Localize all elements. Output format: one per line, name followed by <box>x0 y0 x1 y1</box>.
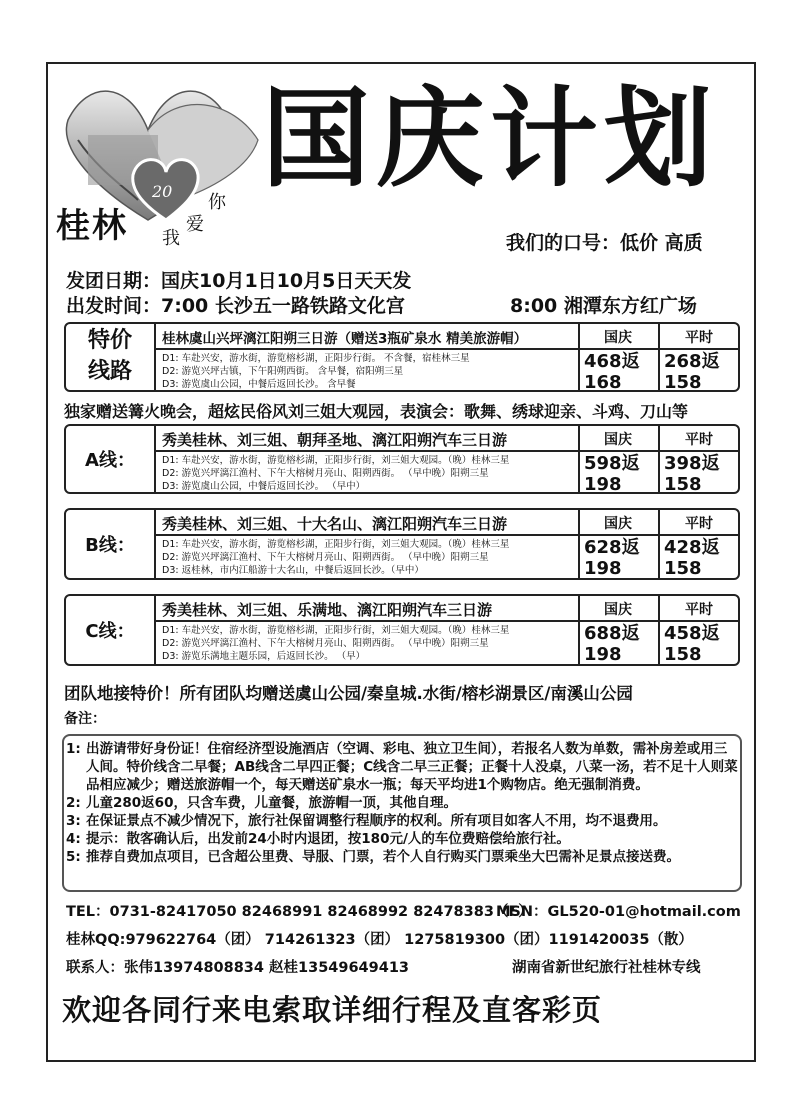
col-normal: 平时 <box>685 330 713 346</box>
note-number: 1: <box>66 741 81 757</box>
national-price <box>584 537 640 579</box>
route-c-box <box>64 594 740 666</box>
normal-rebate-value: 158 <box>664 644 702 665</box>
route-c-label: C线： <box>66 596 156 664</box>
normal-price <box>664 537 720 579</box>
itinerary-day: D3: 游览虞山公园，中餐后返回长沙。 含早餐 <box>162 379 356 390</box>
national-price-value: 468返 <box>584 351 640 372</box>
normal-rebate-value: 158 <box>664 372 702 393</box>
col-normal: 平时 <box>685 516 713 532</box>
note-number: 3: <box>66 813 81 829</box>
special-label-line2: 线路 <box>87 359 132 384</box>
special-route-label <box>66 324 156 390</box>
itinerary-day: D3: 游览虞山公园，中餐后返回长沙。 （早中） <box>162 481 366 492</box>
normal-rebate-value: 158 <box>664 558 702 579</box>
special-label-line1: 特价 <box>87 328 132 354</box>
normal-price <box>664 623 720 665</box>
note-text: 出游请带好身份证！住宿经济型设施酒店（空调、彩电、独立卫生间），若报名人数为单数，需补房差或用三人间。特价线含二早餐；AB线含二早四正餐；C线含二早三正餐；正餐十人没桌，八菜一汤，若不足十人则菜品相应减少；赠送旅游帽一个，每天赠送矿泉水一瓶；每天平均进1个购物店。绝无强制消费。 <box>86 741 738 793</box>
contact-tel: TEL：0731-82417050 82468991 82468992 82478383（F） <box>66 904 533 920</box>
normal-price-value: 268返 <box>664 351 720 372</box>
route-c-itinerary <box>162 624 509 663</box>
itinerary-day: D1: 车赴兴安，游水街，游览榕杉湖，正阳步行街，刘三姐大观园。（晚）桂林三星 <box>162 539 510 550</box>
contact-qq: 桂林QQ:979622764（团） 714261323（团） 1275819300（团）1191420035（散） <box>66 932 693 948</box>
route-b-label: B线： <box>66 510 156 578</box>
normal-price-value: 398返 <box>664 453 720 474</box>
note-item <box>66 794 738 812</box>
logo-heart-mark: 20 <box>152 182 173 201</box>
national-rebate-value: 198 <box>584 644 622 665</box>
notes-list <box>66 740 738 866</box>
note-item <box>66 812 738 830</box>
note-number: 2: <box>66 795 81 811</box>
slogan: 我们的口号：低价 高质 <box>506 232 703 254</box>
contact-msn: MSN：GL520-01@hotmail.com <box>496 904 741 920</box>
special-route-box <box>64 322 740 392</box>
route-c-title: 秀美桂林、刘三姐、乐满地、漓江阳朔汽车三日游 <box>162 601 493 619</box>
route-a-box <box>64 424 740 494</box>
logo-word-you: 你 <box>208 192 226 213</box>
national-price <box>584 453 640 495</box>
note-number: 5: <box>66 849 81 865</box>
col-normal: 平时 <box>685 432 713 448</box>
contact-people: 联系人：张伟13974808834 赵桂13549649413 <box>66 960 410 976</box>
gift-line: 独家赠送篝火晚会，超炫民俗风刘三姐大观园，表演会：歌舞、绣球迎亲、斗鸡、刀山等 <box>64 402 689 421</box>
col-national: 国庆 <box>604 602 632 618</box>
national-price <box>584 623 640 665</box>
route-a-label: A线： <box>66 426 156 492</box>
col-national: 国庆 <box>604 516 632 532</box>
note-text: 儿童280返60，只含车费，儿童餐，旅游帽一顶，其他自理。 <box>86 795 457 811</box>
note-text: 提示：散客确认后，出发前24小时内退团，按180元/人的车位费赔偿给旅行社。 <box>86 831 570 847</box>
itinerary-day: D2: 游览兴坪漓江渔村、下午大榕树月亮山、阳朔西街。 （早中晚）阳朔三星 <box>162 468 489 479</box>
logo-word-love: 爱 <box>186 214 204 235</box>
national-rebate-value: 168 <box>584 372 622 393</box>
logo-city-text: 桂林 <box>56 206 128 246</box>
note-number: 4: <box>66 831 81 847</box>
national-rebate-value: 198 <box>584 558 622 579</box>
departure-time-changsha: 出发时间：7:00 长沙五一路铁路文化宫 <box>66 295 405 317</box>
col-national: 国庆 <box>604 432 632 448</box>
itinerary-day: D2: 游览兴坪漓江渔村、下午大榕树月亮山、阳朔西街。 （早中晚）阳朔三星 <box>162 552 489 563</box>
national-price <box>584 351 640 393</box>
note-item <box>66 848 738 866</box>
itinerary-day: D2: 游览兴坪漓江渔村、下午大榕树月亮山、阳朔西街。 （早中晚）阳朔三星 <box>162 638 489 649</box>
route-b-itinerary <box>162 538 509 577</box>
itinerary-day: D1: 车赴兴安，游水街，游览榕杉湖，正阳步行街。 不含餐，宿桂林三星 <box>162 353 470 364</box>
normal-price <box>664 453 720 495</box>
normal-price-value: 428返 <box>664 537 720 558</box>
itinerary-day: D1: 车赴兴安，游水街，游览榕杉湖，正阳步行街，刘三姐大观园。（晚）桂林三星 <box>162 625 510 636</box>
normal-rebate-value: 158 <box>664 474 702 495</box>
group-offer-line: 团队地接特价！所有团队均赠送虞山公园/秦皇城.水街/榕杉湖景区/南溪山公园 <box>64 684 633 703</box>
itinerary-day: D3: 返桂林，市内江船游十大名山，中餐后返回长沙。（早中） <box>162 565 424 576</box>
footer-banner: 欢迎各同行来电索取详细行程及直客彩页 <box>62 993 603 1027</box>
special-route-title: 桂林虞山兴坪漓江阳朔三日游（赠送3瓶矿泉水 精美旅游帽） <box>162 331 528 347</box>
col-normal: 平时 <box>685 602 713 618</box>
route-a-itinerary <box>162 454 509 493</box>
note-item <box>66 830 738 848</box>
normal-price <box>664 351 720 393</box>
national-price-value: 598返 <box>584 453 640 474</box>
note-text: 推荐自费加点项目，已含超公里费、导服、门票，若个人自行购买门票乘坐大巴需补足景点接送费。 <box>86 849 680 865</box>
col-national: 国庆 <box>604 330 632 346</box>
national-rebate-value: 198 <box>584 474 622 495</box>
normal-price-value: 458返 <box>664 623 720 644</box>
itinerary-day: D1: 车赴兴安，游水街，游览榕杉湖，正阳步行街，刘三姐大观园。（晚）桂林三星 <box>162 455 510 466</box>
notes-label: 备注： <box>64 711 106 727</box>
itinerary-day: D2: 游览兴坪古镇，下午阳朔西街。 含早餐，宿阳朔三星 <box>162 366 404 377</box>
departure-time-xiangtan: 8:00 湘潭东方红广场 <box>510 295 697 317</box>
departure-dates: 发团日期：国庆10月1日10月5日天天发 <box>66 270 412 292</box>
itinerary-day: D3: 游览乐满地主题乐园，后返回长沙。 （早） <box>162 651 366 662</box>
national-price-value: 628返 <box>584 537 640 558</box>
special-itinerary <box>162 352 470 391</box>
route-a-title: 秀美桂林、刘三姐、朝拜圣地、漓江阳朔汽车三日游 <box>162 431 508 449</box>
note-item <box>66 740 738 794</box>
route-b-box <box>64 508 740 580</box>
national-price-value: 688返 <box>584 623 640 644</box>
page-title: 国庆计划 <box>262 77 719 202</box>
note-text: 在保证景点不减少情况下，旅行社保留调整行程顺序的权利。所有项目如客人不用，均不退费用。 <box>86 813 667 829</box>
agency-name: 湖南省新世纪旅行社桂林专线 <box>512 960 701 976</box>
logo-word-i: 我 <box>162 228 180 249</box>
route-b-title: 秀美桂林、刘三姐、十大名山、漓江阳朔汽车三日游 <box>162 515 508 533</box>
